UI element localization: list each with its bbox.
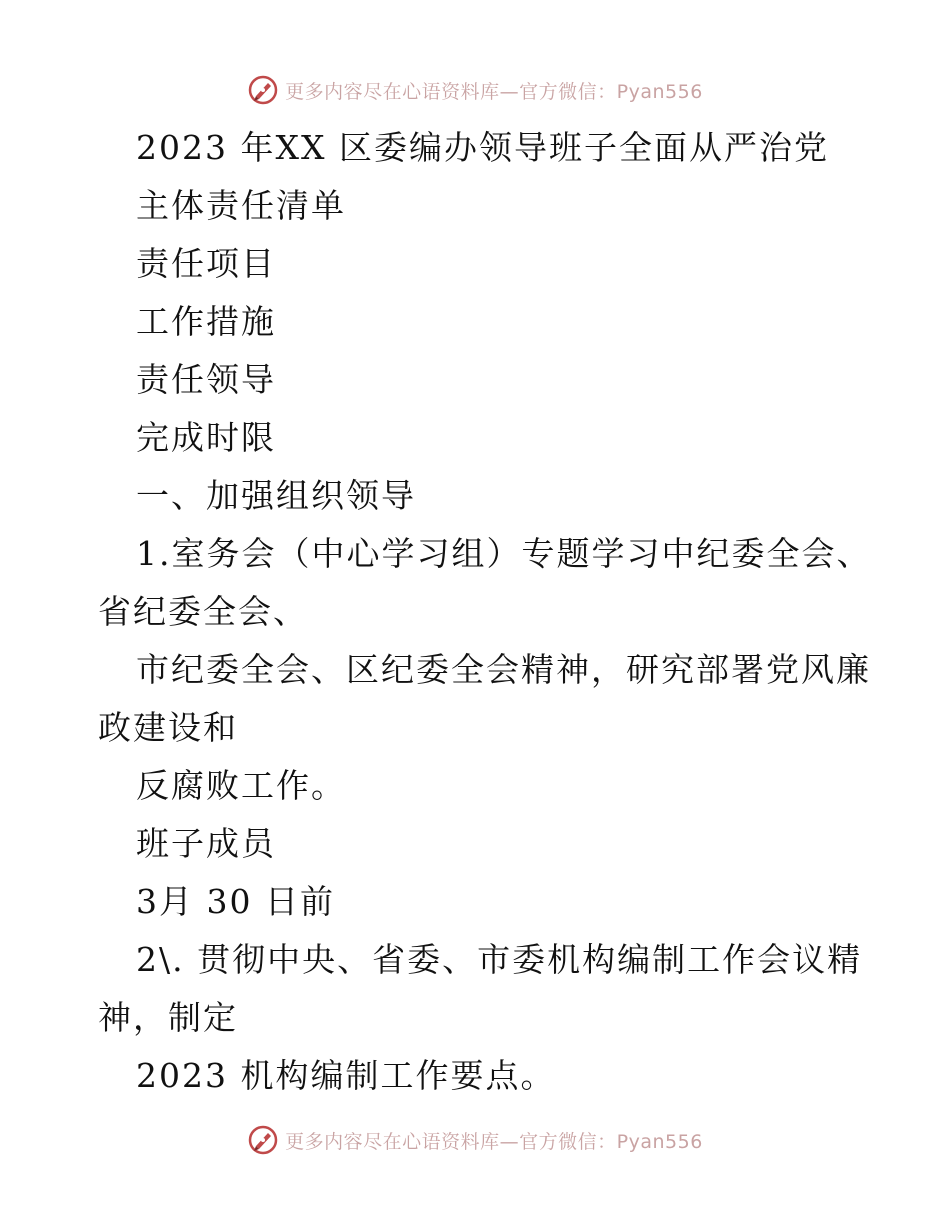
header-banner-content bbox=[247, 74, 703, 106]
footer-banner bbox=[0, 1120, 950, 1160]
doc-item-1-deadline: 3月 30 日前 bbox=[136, 882, 335, 921]
doc-line-work-measures: 工作措施 bbox=[136, 302, 276, 341]
doc-title-line-2: 主体责任清单 bbox=[136, 186, 346, 225]
doc-item-1-line-4: 政建设和 bbox=[98, 708, 238, 747]
doc-item-1-line-1: 1.室务会（中心学习组）专题学习中纪委全会、 bbox=[136, 534, 872, 573]
pen-logo-icon bbox=[247, 1124, 279, 1156]
doc-line-responsible-leader: 责任领导 bbox=[136, 360, 276, 399]
doc-section-heading: 一、加强组织领导 bbox=[136, 476, 416, 515]
doc-item-1-line-3: 市纪委全会、区纪委全会精神，研究部署党风廉 bbox=[136, 650, 871, 689]
doc-title-line-1: 2023 年XX 区委编办领导班子全面从严治党 bbox=[136, 128, 829, 167]
header-banner-text: 更多内容尽在心语资料库—官方微信：Pyan556 bbox=[285, 80, 703, 103]
doc-item-2-line-3: 2023 机构编制工作要点。 bbox=[136, 1056, 556, 1095]
doc-item-1-line-2: 省纪委全会、 bbox=[98, 592, 308, 631]
doc-line-responsibility-item: 责任项目 bbox=[136, 244, 276, 283]
doc-line-deadline: 完成时限 bbox=[136, 418, 276, 457]
doc-item-1-line-5: 反腐败工作。 bbox=[136, 766, 346, 805]
doc-item-2-line-1: 2\. 贯彻中央、省委、市委机构编制工作会议精 bbox=[136, 940, 863, 979]
header-banner bbox=[0, 70, 950, 110]
doc-item-1-leader: 班子成员 bbox=[136, 824, 276, 863]
doc-item-2-line-2: 神，制定 bbox=[98, 998, 238, 1037]
footer-banner-content bbox=[247, 1124, 703, 1156]
pen-logo-icon bbox=[247, 74, 279, 106]
footer-banner-text: 更多内容尽在心语资料库—官方微信：Pyan556 bbox=[285, 1130, 703, 1153]
